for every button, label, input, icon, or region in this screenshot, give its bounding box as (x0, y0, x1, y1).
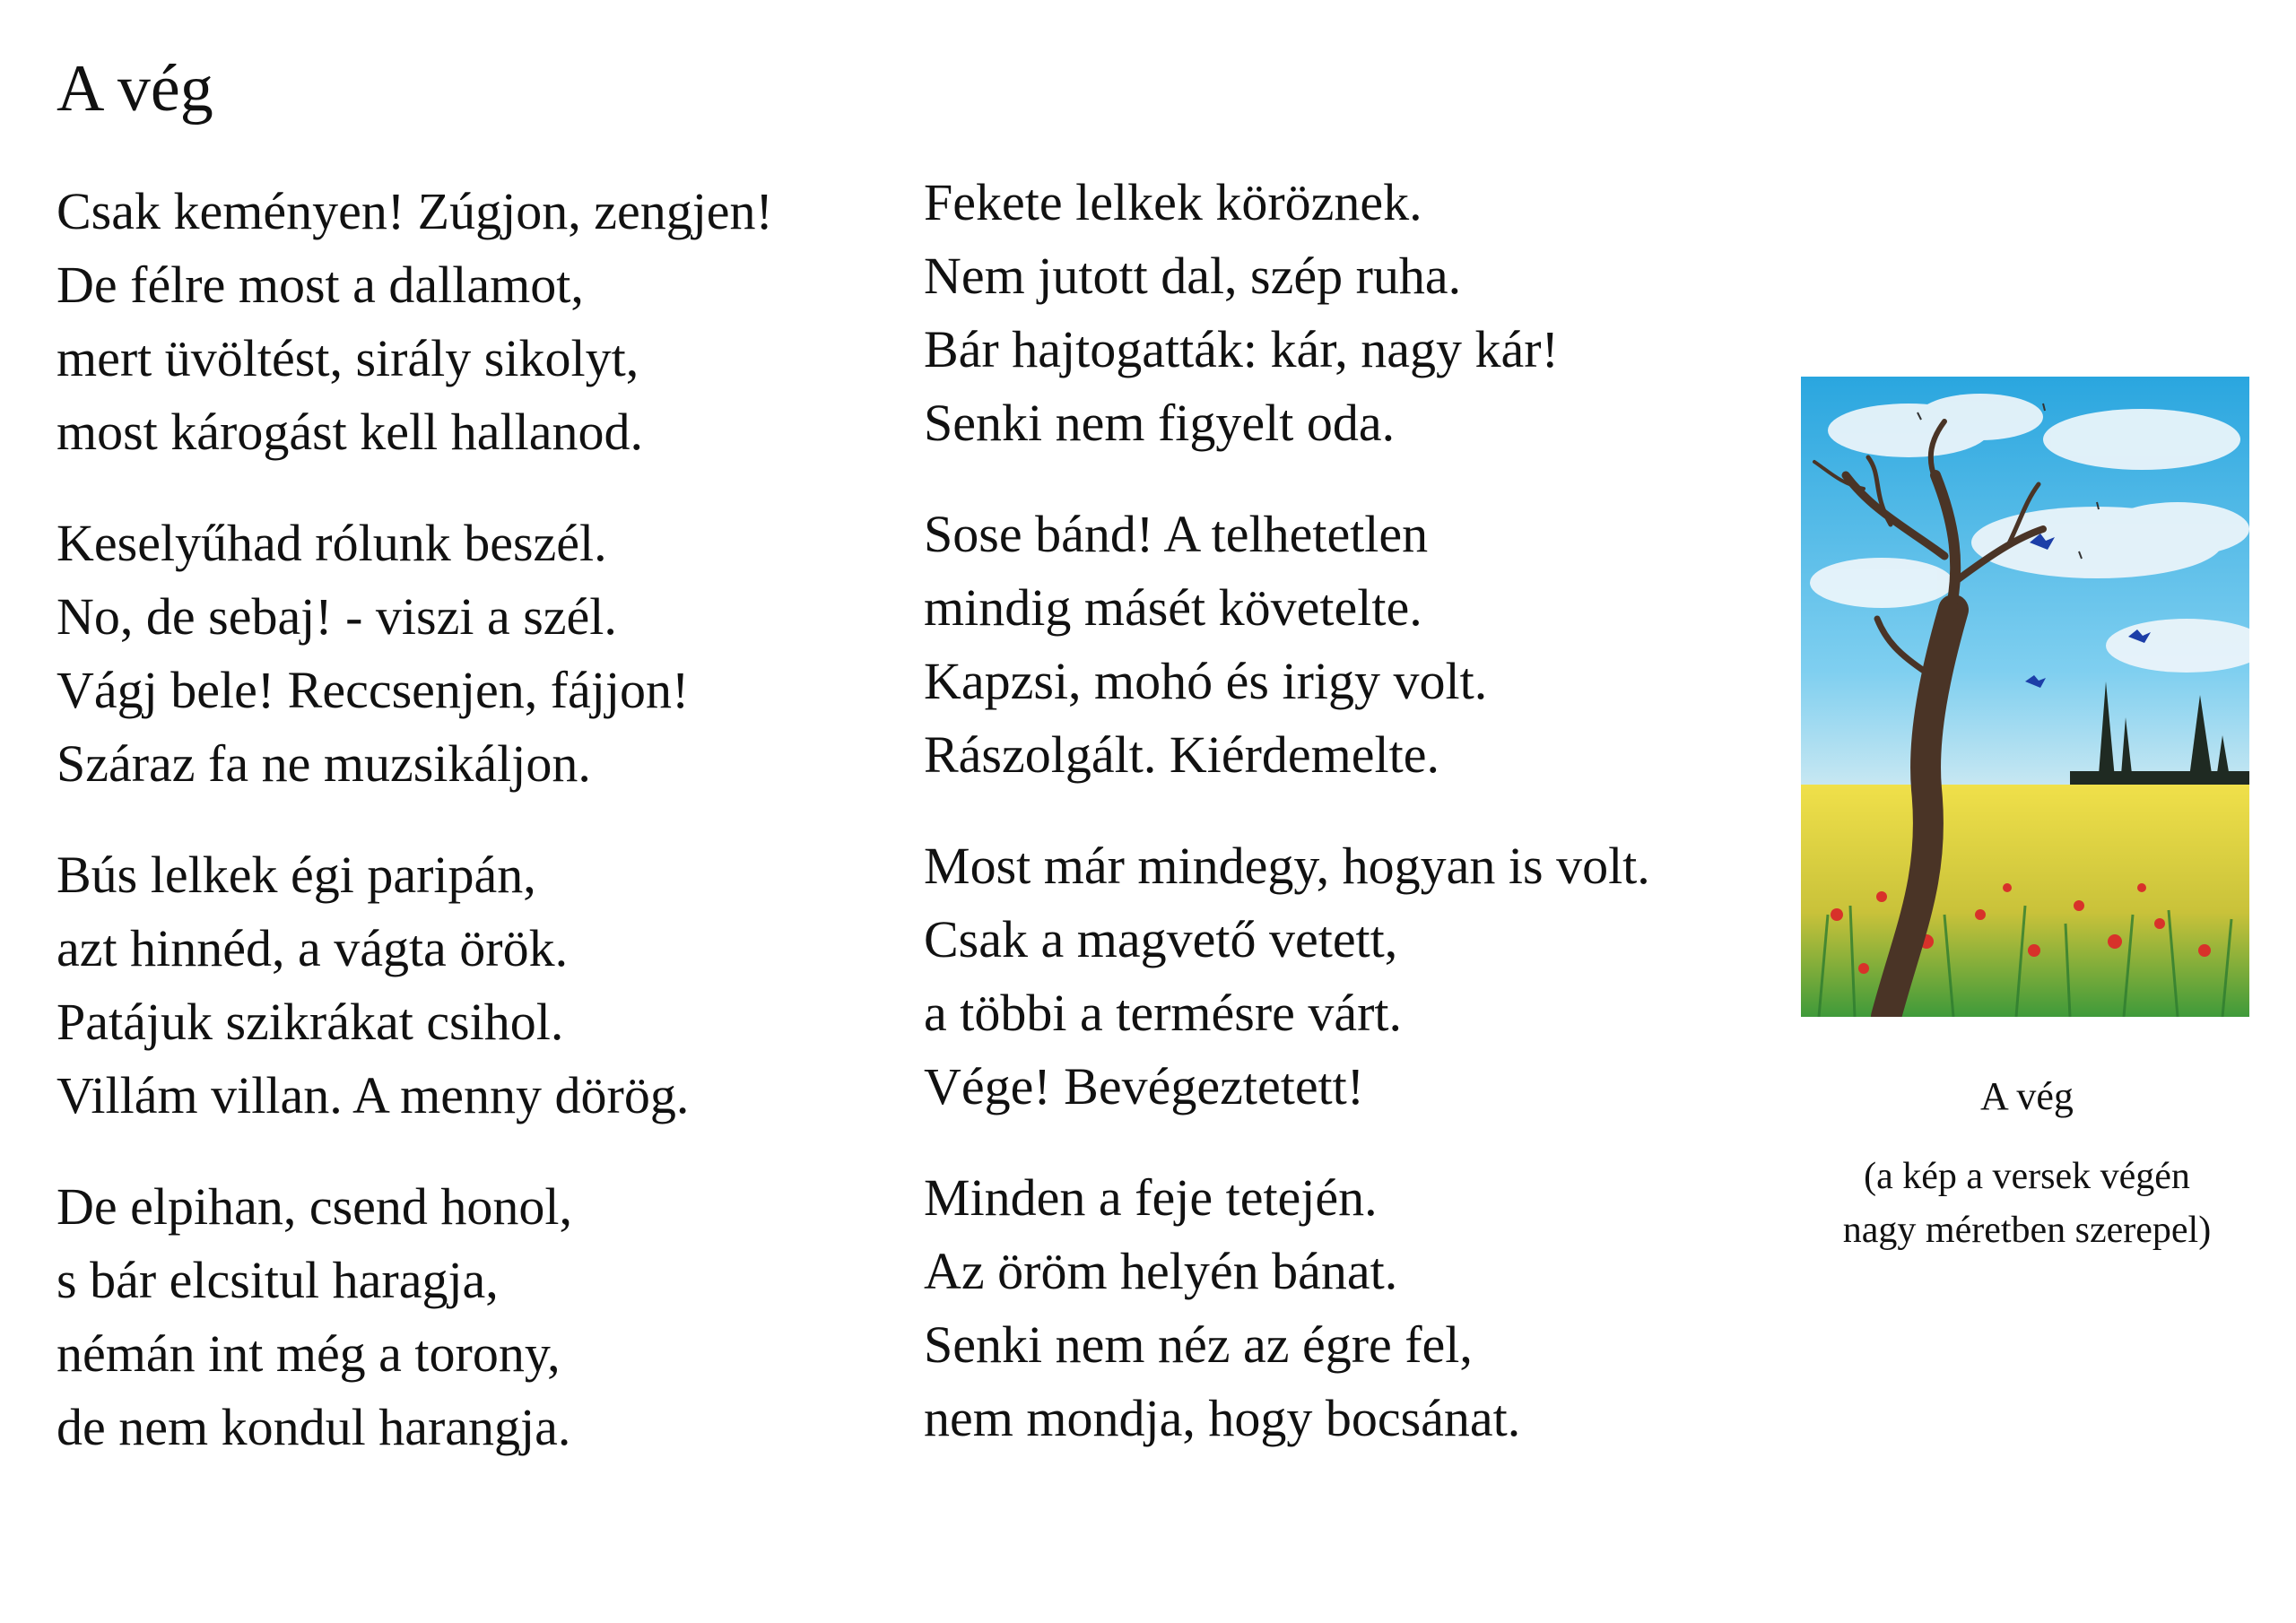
stanza (57, 838, 773, 1133)
poem-line: Az öröm helyén bánat. (924, 1242, 1398, 1300)
poem-line: azt hinnéd, a vágta örök. (57, 919, 569, 977)
poem-line: Nem jutott dal, szép ruha. (924, 247, 1462, 305)
caption-note-line: nagy méretben szerepel) (1842, 1210, 2212, 1251)
painting-figure (1801, 377, 2249, 1017)
poem-line: De elpihan, csend honol, (57, 1177, 573, 1236)
poem-line: Bár hajtogatták: kár, nagy kár! (924, 320, 1559, 378)
figure-caption-note (1780, 1150, 2274, 1257)
poem-title: A vég (57, 52, 213, 126)
poem-line: Rászolgált. Kiérdemelte. (924, 725, 1439, 784)
field (1801, 785, 2249, 1017)
figure-caption-title: A vég (1980, 1074, 2074, 1118)
poem-line: s bár elcsitul haragja, (57, 1251, 499, 1309)
stanza (924, 829, 1650, 1124)
poem-line: mindig másét követelte. (924, 578, 1422, 637)
poem-line: No, de sebaj! - viszi a szél. (57, 587, 617, 646)
poem-left-column (57, 175, 773, 1502)
poem-line: Bús lelkek égi paripán, (57, 846, 536, 904)
stanza (924, 166, 1650, 460)
poem-line: Keselyűhad rólunk beszél. (57, 514, 607, 572)
poem-line: Kapzsi, mohó és irigy volt. (924, 652, 1488, 710)
painting-image (1801, 377, 2249, 1017)
poem-line: Senki nem néz az égre fel, (924, 1315, 1473, 1374)
stanza (57, 507, 773, 801)
poem-line: Sose bánd! A telhetetlen (924, 505, 1429, 563)
poem-line: Csak a magvető vetett, (924, 910, 1398, 968)
poem-line: Minden a feje tetején. (924, 1168, 1378, 1227)
stanza (57, 1170, 773, 1464)
poem-line: a többi a termésre várt. (924, 984, 1403, 1042)
stanza (924, 498, 1650, 792)
stanza (924, 1161, 1650, 1455)
poem-line: Patájuk szikrákat csihol. (57, 993, 564, 1051)
poem-line: Vágj bele! Reccsenjen, fájjon! (57, 661, 690, 719)
poem-line: Most már mindegy, hogyan is volt. (924, 837, 1650, 895)
poem-line: Csak keményen! Zúgjon, zengjen! (57, 182, 773, 240)
poem-line: Villám villan. A menny dörög. (57, 1066, 690, 1124)
poem-right-column (924, 166, 1650, 1493)
poem-line: de nem kondul harangja. (57, 1398, 571, 1456)
poem-line: De félre most a dallamot, (57, 256, 584, 314)
poem-line: némán int még a torony, (57, 1324, 561, 1383)
poem-line: Vége! Bevégeztetett! (924, 1057, 1365, 1115)
poem-line: most károgást kell hallanod. (57, 403, 643, 461)
caption-note-line: (a kép a versek végén (1864, 1156, 2190, 1197)
stanza (57, 175, 773, 469)
poem-line: Senki nem figyelt oda. (924, 394, 1396, 452)
poem-line: mert üvöltést, sirály sikolyt, (57, 329, 639, 387)
poem-line: Száraz fa ne muzsikáljon. (57, 734, 591, 793)
poem-line: Fekete lelkek köröznek. (924, 173, 1422, 231)
poem-line: nem mondja, hogy bocsánat. (924, 1389, 1521, 1447)
